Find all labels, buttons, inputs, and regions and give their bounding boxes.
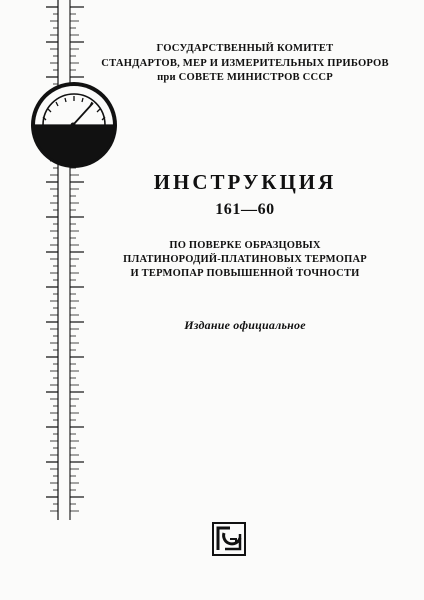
gauge-lower-half <box>32 125 116 169</box>
standards-logo <box>212 522 246 556</box>
organization-line-1: ГОСУДАРСТВЕННЫЙ КОМИТЕТ <box>156 43 334 54</box>
subject-line-2: ПЛАТИНОРОДИЙ-ПЛАТИНОВЫХ ТЕРМОПАР <box>123 253 367 265</box>
measuring-gauge-svg <box>15 70 135 180</box>
measuring-gauge-illustration <box>15 70 135 180</box>
organization-line-3: при СОВЕТЕ МИНИСТРОВ СССР <box>157 72 333 84</box>
subject-line-3: И ТЕРМОПАР ПОВЫШЕННОЙ ТОЧНОСТИ <box>130 267 360 279</box>
standards-logo-icon <box>212 522 246 556</box>
issuing-organization <box>100 42 390 86</box>
document-subject <box>100 239 390 281</box>
document-title: ИНСТРУКЦИЯ <box>153 170 337 194</box>
subject-line-1: ПО ПОВЕРКЕ ОБРАЗЦОВЫХ <box>169 240 321 251</box>
document-number: 161—60 <box>215 201 275 218</box>
edition-label: Издание официальное <box>184 318 306 332</box>
organization-line-2: СТАНДАРТОВ, МЕР И ИЗМЕРИТЕЛЬНЫХ ПРИБОРОВ <box>101 57 389 69</box>
